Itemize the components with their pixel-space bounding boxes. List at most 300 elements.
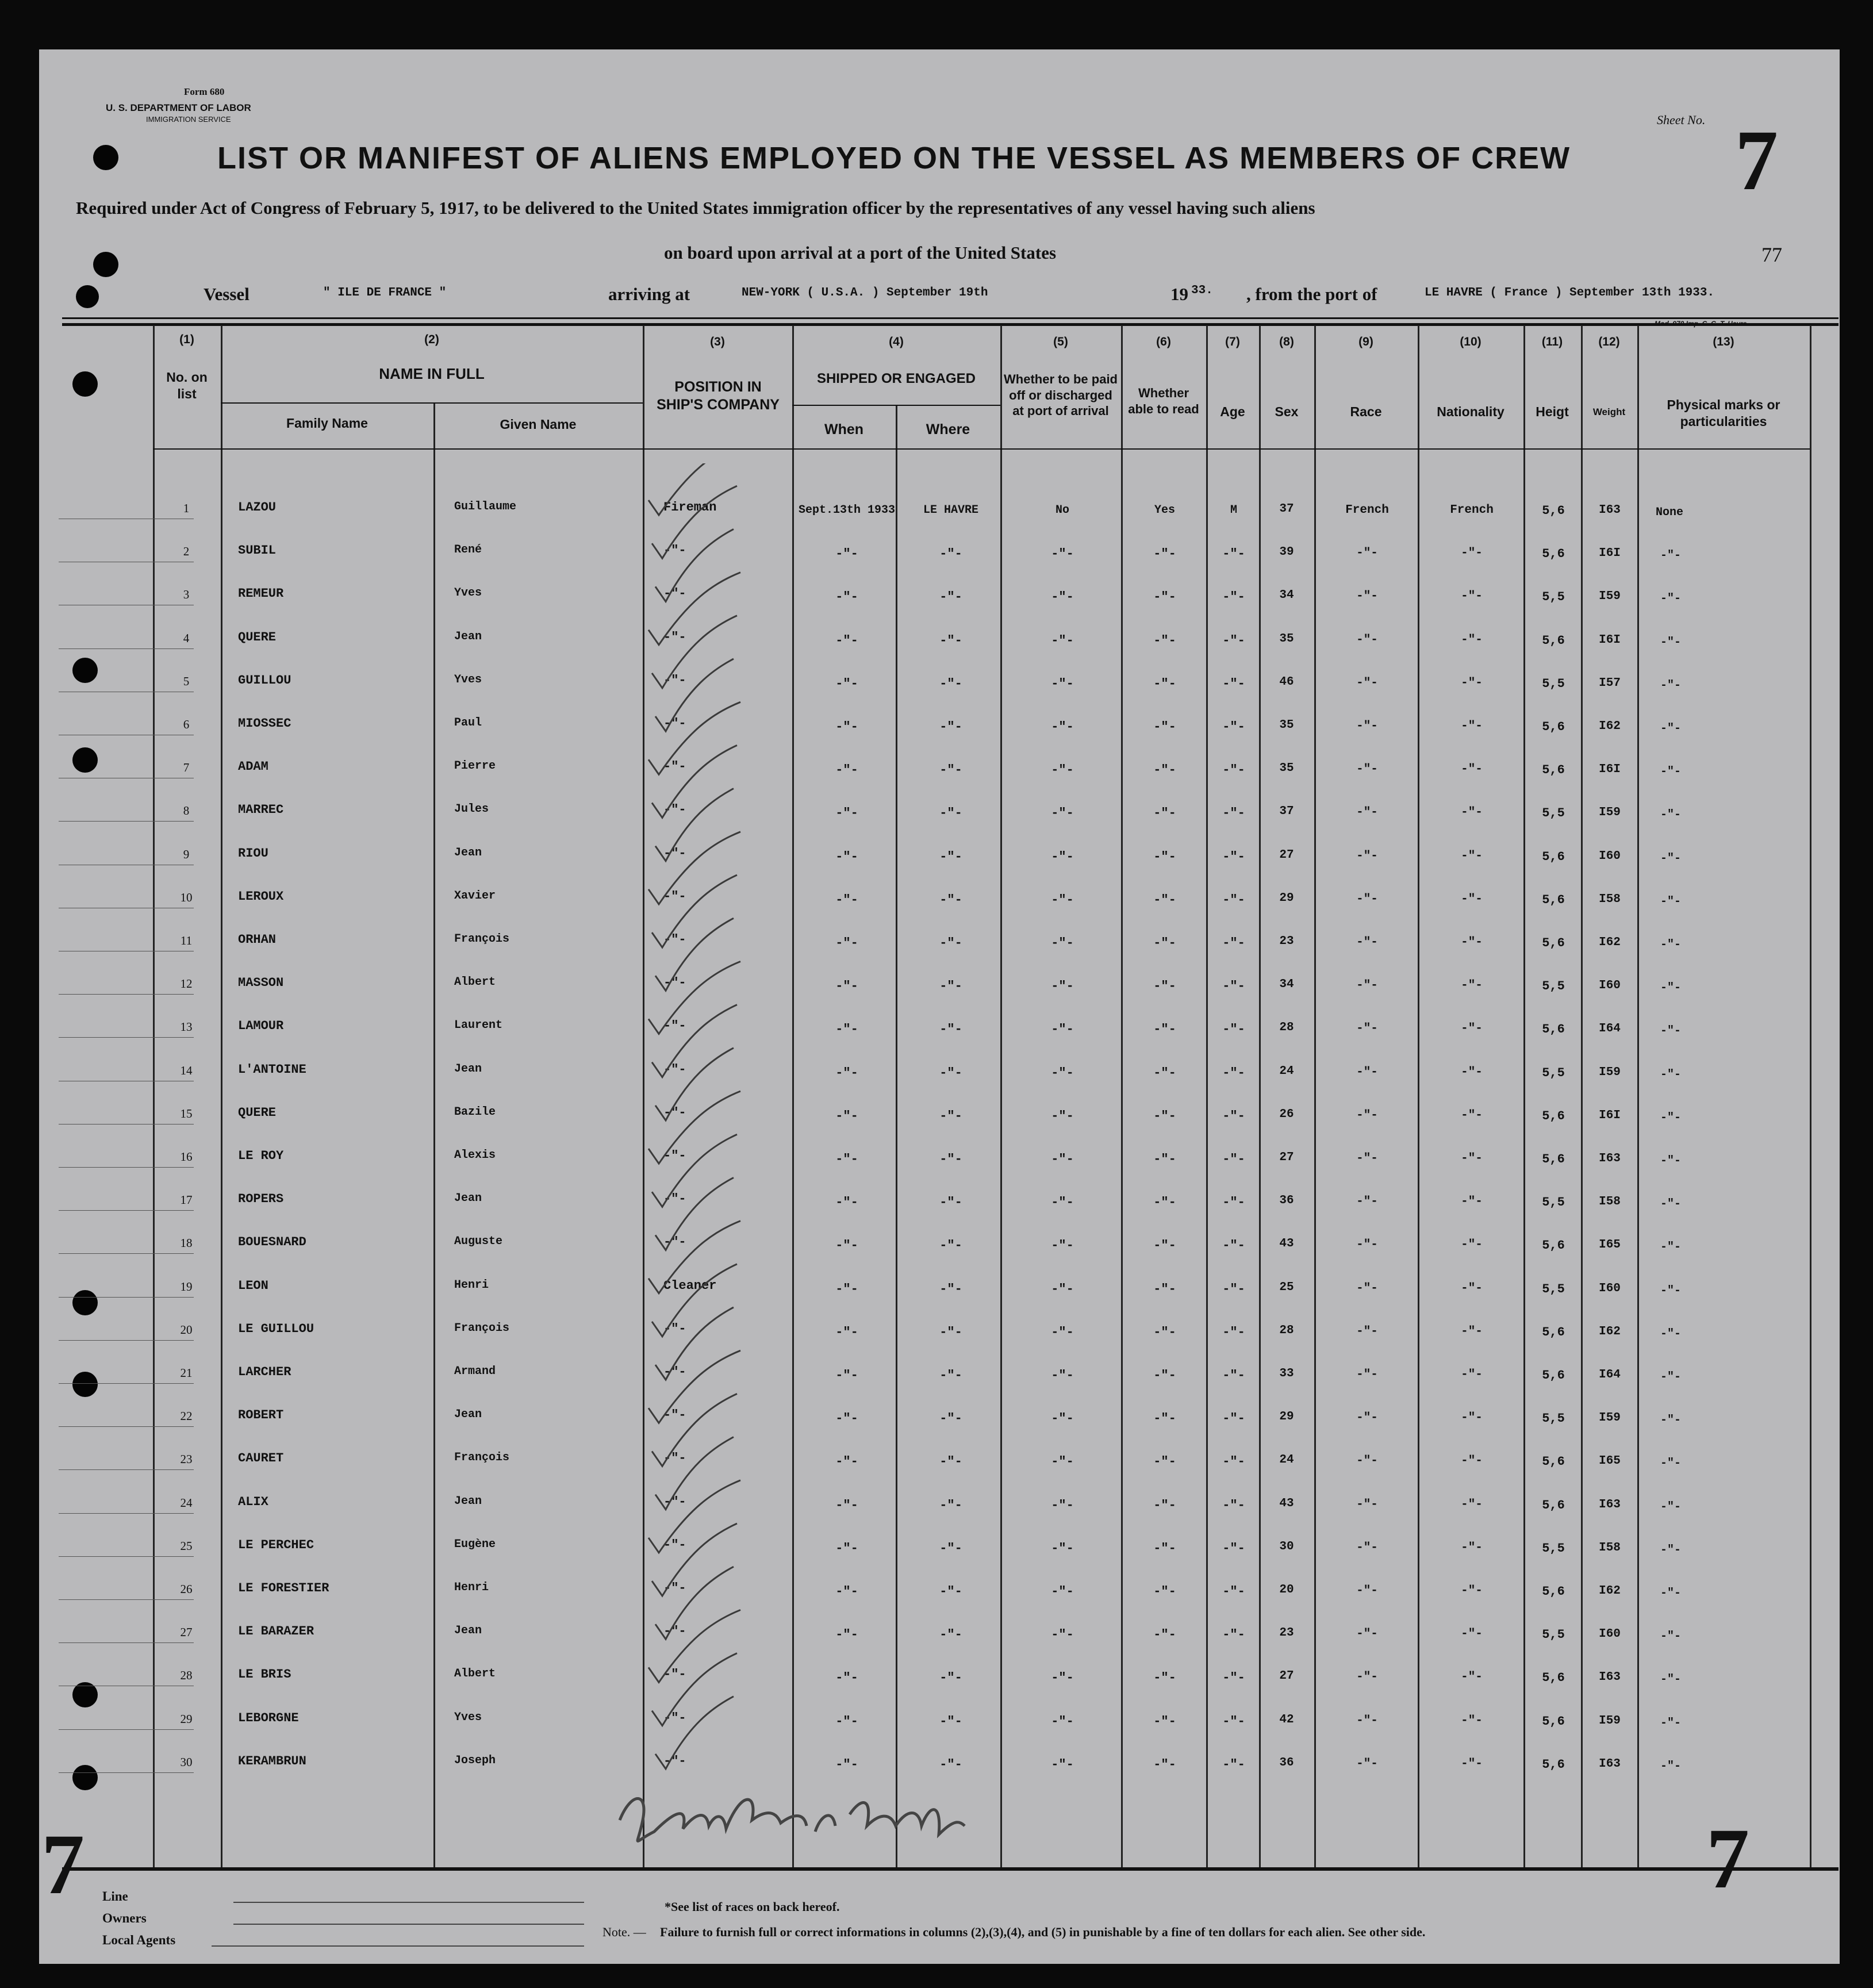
position: -"- [663, 846, 686, 861]
nationality: -"- [1461, 1368, 1483, 1381]
nationality: -"- [1461, 1757, 1483, 1771]
row-number: 30 [180, 1755, 193, 1769]
weight: I6I [1599, 1108, 1621, 1122]
col-where: -"- [939, 1411, 962, 1426]
family-name: LEON [238, 1278, 268, 1293]
col-where: -"- [939, 1454, 962, 1469]
physical-marks: -"- [1660, 1327, 1682, 1341]
family-name: ROPERS [238, 1192, 284, 1207]
weight: I59 [1599, 1065, 1621, 1079]
col-read: -"- [1153, 1281, 1176, 1296]
col-read: -"- [1153, 1195, 1176, 1210]
family-name: ALIX [238, 1494, 268, 1509]
family-name: BOUESNARD [238, 1235, 306, 1250]
race: -"- [1356, 1411, 1378, 1425]
col-when: -"- [835, 1411, 858, 1426]
height: 5,5 [1542, 1541, 1565, 1556]
col-age-col: -"- [1222, 1411, 1245, 1426]
height: 5,6 [1542, 763, 1565, 778]
position: -"- [663, 932, 686, 947]
row-number: 2 [183, 544, 190, 559]
column-divider [1810, 325, 1811, 1871]
height: 5,6 [1542, 1238, 1565, 1253]
col-paid-off: -"- [1051, 1195, 1074, 1210]
col-read: -"- [1153, 849, 1176, 864]
row-number: 24 [180, 1495, 193, 1510]
col-where: -"- [939, 1498, 962, 1513]
position: Cleaner [663, 1278, 717, 1293]
given-name: Yves [454, 586, 482, 600]
col-age-col: -"- [1222, 1281, 1245, 1296]
col6-number: (6) [1156, 335, 1171, 348]
col-when: -"- [835, 979, 858, 994]
page-title: LIST OR MANIFEST OF ALIENS EMPLOYED ON THE VESSEL AS MEMBERS OF CREW [217, 141, 1571, 175]
row-rule [59, 1513, 194, 1514]
col-when: -"- [835, 1238, 858, 1253]
weight: I63 [1599, 1671, 1621, 1684]
col-where: -"- [939, 1541, 962, 1556]
col-when: -"- [835, 1152, 858, 1166]
row-number: 25 [180, 1538, 193, 1553]
position: -"- [663, 1321, 686, 1336]
row-rule [59, 1167, 194, 1168]
weight: I65 [1599, 1454, 1621, 1468]
physical-marks: -"- [1660, 981, 1682, 995]
row-number: 28 [180, 1668, 193, 1683]
race: -"- [1356, 590, 1378, 604]
signature-line [212, 1945, 584, 1947]
col-paid-off: Whether to be paid off or discharged at port of arrival [1004, 372, 1118, 418]
given-name: Jean [454, 1062, 482, 1076]
position: -"- [663, 1494, 686, 1509]
col-read: -"- [1153, 1065, 1176, 1080]
col-when: -"- [835, 1628, 858, 1642]
col13-number: (13) [1713, 335, 1734, 348]
height: 5,6 [1542, 1498, 1565, 1513]
row-number: 7 [183, 761, 190, 775]
col-read: -"- [1153, 1498, 1176, 1513]
column-divider [1121, 325, 1123, 1871]
height: 5,6 [1542, 936, 1565, 950]
weight: I62 [1599, 720, 1621, 733]
position: -"- [663, 1105, 686, 1120]
col-where: -"- [939, 979, 962, 994]
col-age-col: -"- [1222, 676, 1245, 691]
col-read: -"- [1153, 806, 1176, 821]
position: -"- [663, 976, 686, 991]
position: -"- [663, 1537, 686, 1552]
col-read: -"- [1153, 1757, 1176, 1772]
col-where: LE HAVRE [923, 504, 978, 517]
height: 5,6 [1542, 633, 1565, 648]
row-number: 1 [183, 501, 190, 515]
sex-value: 35 [1279, 719, 1294, 732]
col-read: -"- [1153, 936, 1176, 950]
col-age-col: -"- [1222, 1454, 1245, 1469]
col-where: -"- [939, 633, 962, 648]
race: -"- [1356, 1368, 1378, 1381]
col-given-name: Given Name [500, 417, 577, 432]
row-rule [59, 1210, 194, 1211]
row-number: 22 [180, 1409, 193, 1423]
physical-marks: -"- [1660, 1241, 1682, 1254]
sex-value: 28 [1279, 1021, 1294, 1035]
row-rule [59, 1642, 194, 1643]
row-rule [59, 1426, 194, 1427]
sex-value: 34 [1279, 589, 1294, 602]
col-age-col: -"- [1222, 1757, 1245, 1772]
given-name: François [454, 1321, 510, 1335]
col-read: -"- [1153, 633, 1176, 648]
position: -"- [663, 673, 686, 688]
race: -"- [1356, 1152, 1378, 1165]
column-divider [792, 325, 794, 1871]
col-paid-off: -"- [1051, 1454, 1074, 1469]
physical-marks: -"- [1660, 808, 1682, 822]
col-age-col: -"- [1222, 720, 1245, 734]
col-age-col: -"- [1222, 633, 1245, 648]
from-value: LE HAVRE ( France ) September 13th 1933. [1425, 286, 1715, 300]
sex-value: 23 [1279, 935, 1294, 948]
race: -"- [1356, 1238, 1378, 1252]
col-paid-off: -"- [1051, 633, 1074, 648]
sex-value: 24 [1279, 1064, 1294, 1078]
row-number: 14 [180, 1063, 193, 1077]
height: 5,6 [1542, 849, 1565, 864]
col7-number: (7) [1225, 335, 1240, 348]
height: 5,5 [1542, 590, 1565, 605]
position: -"- [663, 1019, 686, 1034]
physical-marks: -"- [1660, 1414, 1682, 1427]
position: Fireman [663, 500, 717, 515]
height: 5,5 [1542, 1195, 1565, 1210]
weight: I62 [1599, 936, 1621, 949]
sex-value: 46 [1279, 675, 1294, 689]
height: 5,5 [1542, 1065, 1565, 1080]
sex-value: 37 [1279, 502, 1294, 516]
col-age-col: -"- [1222, 1541, 1245, 1556]
col-nationality: Nationality [1437, 404, 1504, 419]
row-rule [59, 1037, 194, 1038]
given-name: Henri [454, 1581, 489, 1594]
col-where: -"- [939, 1325, 962, 1340]
col-where: -"- [939, 1195, 962, 1210]
col-when: When [824, 421, 864, 437]
race: -"- [1356, 979, 1378, 993]
col-where: -"- [939, 1022, 962, 1037]
col-age-col: -"- [1222, 1584, 1245, 1599]
col-paid-off: -"- [1051, 590, 1074, 605]
column-divider [1206, 325, 1208, 1871]
sex-value: 23 [1279, 1626, 1294, 1640]
nationality: -"- [1461, 1498, 1483, 1511]
physical-marks: -"- [1660, 722, 1682, 735]
row-rule [59, 1469, 194, 1470]
inspector-signature [608, 1780, 1045, 1849]
family-name: L'ANTOINE [238, 1062, 306, 1077]
col-when: -"- [835, 1671, 858, 1686]
rule [153, 448, 1810, 450]
height: 5,6 [1542, 1714, 1565, 1729]
col-paid-off: -"- [1051, 1065, 1074, 1080]
nationality: -"- [1461, 1195, 1483, 1209]
col-read: -"- [1153, 892, 1176, 907]
col-paid-off: -"- [1051, 1022, 1074, 1037]
col-where: -"- [939, 1628, 962, 1642]
col-paid-off: -"- [1051, 806, 1074, 821]
col-paid-off: -"- [1051, 1108, 1074, 1123]
given-name: Albert [454, 976, 496, 989]
col-when: -"- [835, 590, 858, 605]
race: -"- [1356, 1454, 1378, 1468]
family-name: ORHAN [238, 932, 277, 947]
col-family-name: Family Name [286, 416, 368, 431]
punch-hole [72, 1290, 98, 1315]
row-number: 20 [180, 1322, 193, 1337]
given-name: Yves [454, 1710, 482, 1724]
col-age-col: -"- [1222, 1108, 1245, 1123]
given-name: Pierre [454, 759, 496, 773]
col-position: POSITION IN SHIP'S COMPANY [657, 379, 780, 413]
weight: I59 [1599, 806, 1621, 820]
col-age-col: -"- [1222, 849, 1245, 864]
race: French [1345, 504, 1389, 517]
given-name: Joseph [454, 1753, 496, 1767]
col-age-col: -"- [1222, 936, 1245, 950]
col-when: -"- [835, 1584, 858, 1599]
race: -"- [1356, 1541, 1378, 1555]
punch-hole [93, 145, 118, 170]
col-race: Race [1350, 404, 1382, 419]
nationality: -"- [1461, 1022, 1483, 1036]
physical-marks: -"- [1660, 1500, 1682, 1514]
nationality: -"- [1461, 1714, 1483, 1728]
weight: I6I [1599, 633, 1621, 647]
col-paid-off: -"- [1051, 1411, 1074, 1426]
family-name: QUERE [238, 1105, 277, 1120]
weight: I58 [1599, 1541, 1621, 1555]
position: -"- [663, 1192, 686, 1207]
col-age-col: -"- [1222, 1065, 1245, 1080]
physical-marks: -"- [1660, 1284, 1682, 1298]
col-age-col: -"- [1222, 1498, 1245, 1513]
col-read: -"- [1153, 1108, 1176, 1123]
given-name: Albert [454, 1667, 496, 1681]
col-paid-off: -"- [1051, 720, 1074, 734]
col-where: -"- [939, 720, 962, 734]
rule [792, 405, 1000, 406]
rule [62, 317, 1839, 319]
physical-marks: -"- [1660, 1759, 1682, 1773]
given-name: Jean [454, 1624, 482, 1638]
sex-value: 36 [1279, 1194, 1294, 1208]
row-rule [59, 1556, 194, 1557]
physical-marks: -"- [1660, 895, 1682, 908]
row-number: 26 [180, 1582, 193, 1596]
col-where: -"- [939, 806, 962, 821]
arriving-label: arriving at [608, 284, 690, 304]
col-read: -"- [1153, 1022, 1176, 1037]
position: -"- [663, 759, 686, 774]
col-when: -"- [835, 1108, 858, 1123]
nationality: -"- [1461, 676, 1483, 690]
physical-marks: -"- [1660, 1371, 1682, 1384]
col12-number: (12) [1598, 335, 1620, 348]
physical-marks: -"- [1660, 1716, 1682, 1730]
row-number: 23 [180, 1452, 193, 1467]
col-age-col: -"- [1222, 1325, 1245, 1340]
races-note: *See list of races on back hereof. [665, 1899, 840, 1914]
row-rule [59, 1383, 194, 1384]
height: 5,6 [1542, 1022, 1565, 1037]
position: -"- [663, 1667, 686, 1682]
race: -"- [1356, 1671, 1378, 1684]
col-age-col: -"- [1222, 547, 1245, 562]
height: 5,6 [1542, 1454, 1565, 1469]
race: -"- [1356, 892, 1378, 906]
family-name: LAMOUR [238, 1019, 284, 1034]
column-divider [433, 404, 435, 1871]
sex-value: 34 [1279, 978, 1294, 992]
sex-value: 35 [1279, 762, 1294, 776]
row-number: 4 [183, 631, 190, 645]
col-where: -"- [939, 892, 962, 907]
race: -"- [1356, 1714, 1378, 1728]
nationality: -"- [1461, 806, 1483, 820]
col-read: -"- [1153, 1152, 1176, 1166]
given-name: Jules [454, 803, 489, 816]
nationality: -"- [1461, 1584, 1483, 1598]
nationality: -"- [1461, 633, 1483, 647]
position: -"- [663, 716, 686, 731]
physical-marks: -"- [1660, 1673, 1682, 1687]
height: 5,6 [1542, 504, 1565, 518]
col-paid-off: -"- [1051, 1325, 1074, 1340]
col-paid-off: -"- [1051, 547, 1074, 562]
subtitle-line-1: Required under Act of Congress of February 5, 1917, to be delivered to the United States immigration officer by the representatives of any vessel having such aliens [76, 198, 1315, 218]
nationality: -"- [1461, 1454, 1483, 1468]
year-value: 33. [1191, 284, 1213, 297]
race: -"- [1356, 1498, 1378, 1511]
col-read: -"- [1153, 1714, 1176, 1729]
sex-value: 39 [1279, 546, 1294, 559]
height: 5,6 [1542, 1325, 1565, 1340]
manifest-sheet [39, 49, 1840, 1964]
column-divider [1523, 325, 1525, 1871]
weight: I58 [1599, 892, 1621, 906]
nationality: -"- [1461, 1108, 1483, 1122]
col-where: -"- [939, 1281, 962, 1296]
col-shipped-engaged: SHIPPED OR ENGAGED [816, 371, 976, 386]
sheet-number: 7 [1735, 113, 1778, 208]
position: -"- [663, 1365, 686, 1379]
position: -"- [663, 586, 686, 601]
column-divider [1637, 325, 1639, 1871]
given-name: François [454, 932, 510, 946]
row-number: 5 [183, 674, 190, 688]
given-name: Henri [454, 1278, 489, 1292]
row-rule [59, 1599, 194, 1600]
col-when: -"- [835, 1065, 858, 1080]
col-when: -"- [835, 1498, 858, 1513]
check-marks [591, 463, 792, 1820]
column-divider [896, 406, 897, 1871]
nationality: -"- [1461, 979, 1483, 993]
physical-marks: -"- [1660, 1457, 1682, 1471]
signature-line [233, 1902, 584, 1903]
height: 5,6 [1542, 547, 1565, 562]
sex-value: 20 [1279, 1583, 1294, 1596]
col-when: -"- [835, 1195, 858, 1210]
punch-hole [72, 658, 98, 683]
punch-hole [72, 1372, 98, 1397]
col-where: -"- [939, 1108, 962, 1123]
col-paid-off: -"- [1051, 1757, 1074, 1772]
weight: I63 [1599, 1498, 1621, 1511]
row-rule [59, 994, 194, 995]
col-when: -"- [835, 1757, 858, 1772]
col-when: -"- [835, 763, 858, 778]
col-when: -"- [835, 1281, 858, 1296]
family-name: LE BARAZER [238, 1624, 314, 1639]
weight: I64 [1599, 1022, 1621, 1036]
nationality: -"- [1461, 547, 1483, 561]
given-name: Xavier [454, 889, 496, 903]
family-name: SUBIL [238, 543, 277, 558]
family-name: LE ROY [238, 1149, 284, 1163]
page-number: 77 [1761, 243, 1782, 266]
family-name: LE FORESTIER [238, 1581, 329, 1595]
signature-line [233, 1924, 584, 1925]
given-name: François [454, 1451, 510, 1465]
col-read: -"- [1153, 1671, 1176, 1686]
race: -"- [1356, 1628, 1378, 1641]
col-read: Yes [1154, 504, 1175, 517]
family-name: LEBORGNE [238, 1710, 299, 1725]
race: -"- [1356, 849, 1378, 863]
col-when: Sept.13th 1933 [798, 504, 896, 517]
col-read: -"- [1153, 1368, 1176, 1383]
from-label: , from the port of [1246, 284, 1377, 304]
family-name: REMEUR [238, 586, 284, 601]
col3-number: (3) [710, 335, 725, 348]
sex-value: 26 [1279, 1107, 1294, 1121]
col-age-col: -"- [1222, 1238, 1245, 1253]
weight: I65 [1599, 1238, 1621, 1252]
family-name: MIOSSEC [238, 716, 291, 731]
line-label: Line [102, 1889, 128, 1903]
col-paid-off: -"- [1051, 1238, 1074, 1253]
family-name: LE PERCHEC [238, 1537, 314, 1552]
col-when: -"- [835, 1541, 858, 1556]
height: 5,5 [1542, 1628, 1565, 1642]
col-read: -"- [1153, 979, 1176, 994]
sex-value: 37 [1279, 805, 1294, 819]
col-age-col: -"- [1222, 590, 1245, 605]
col-when: -"- [835, 1325, 858, 1340]
col-where: Where [926, 421, 970, 437]
given-name: Laurent [454, 1019, 503, 1033]
col-read: -"- [1153, 547, 1176, 562]
col-when: -"- [835, 1714, 858, 1729]
col-when: -"- [835, 1454, 858, 1469]
rule [62, 323, 1839, 326]
weight: I59 [1599, 1411, 1621, 1425]
height: 5,5 [1542, 979, 1565, 994]
col5-number: (5) [1053, 335, 1068, 348]
owners-label: Owners [102, 1911, 147, 1925]
col-where: -"- [939, 1671, 962, 1686]
